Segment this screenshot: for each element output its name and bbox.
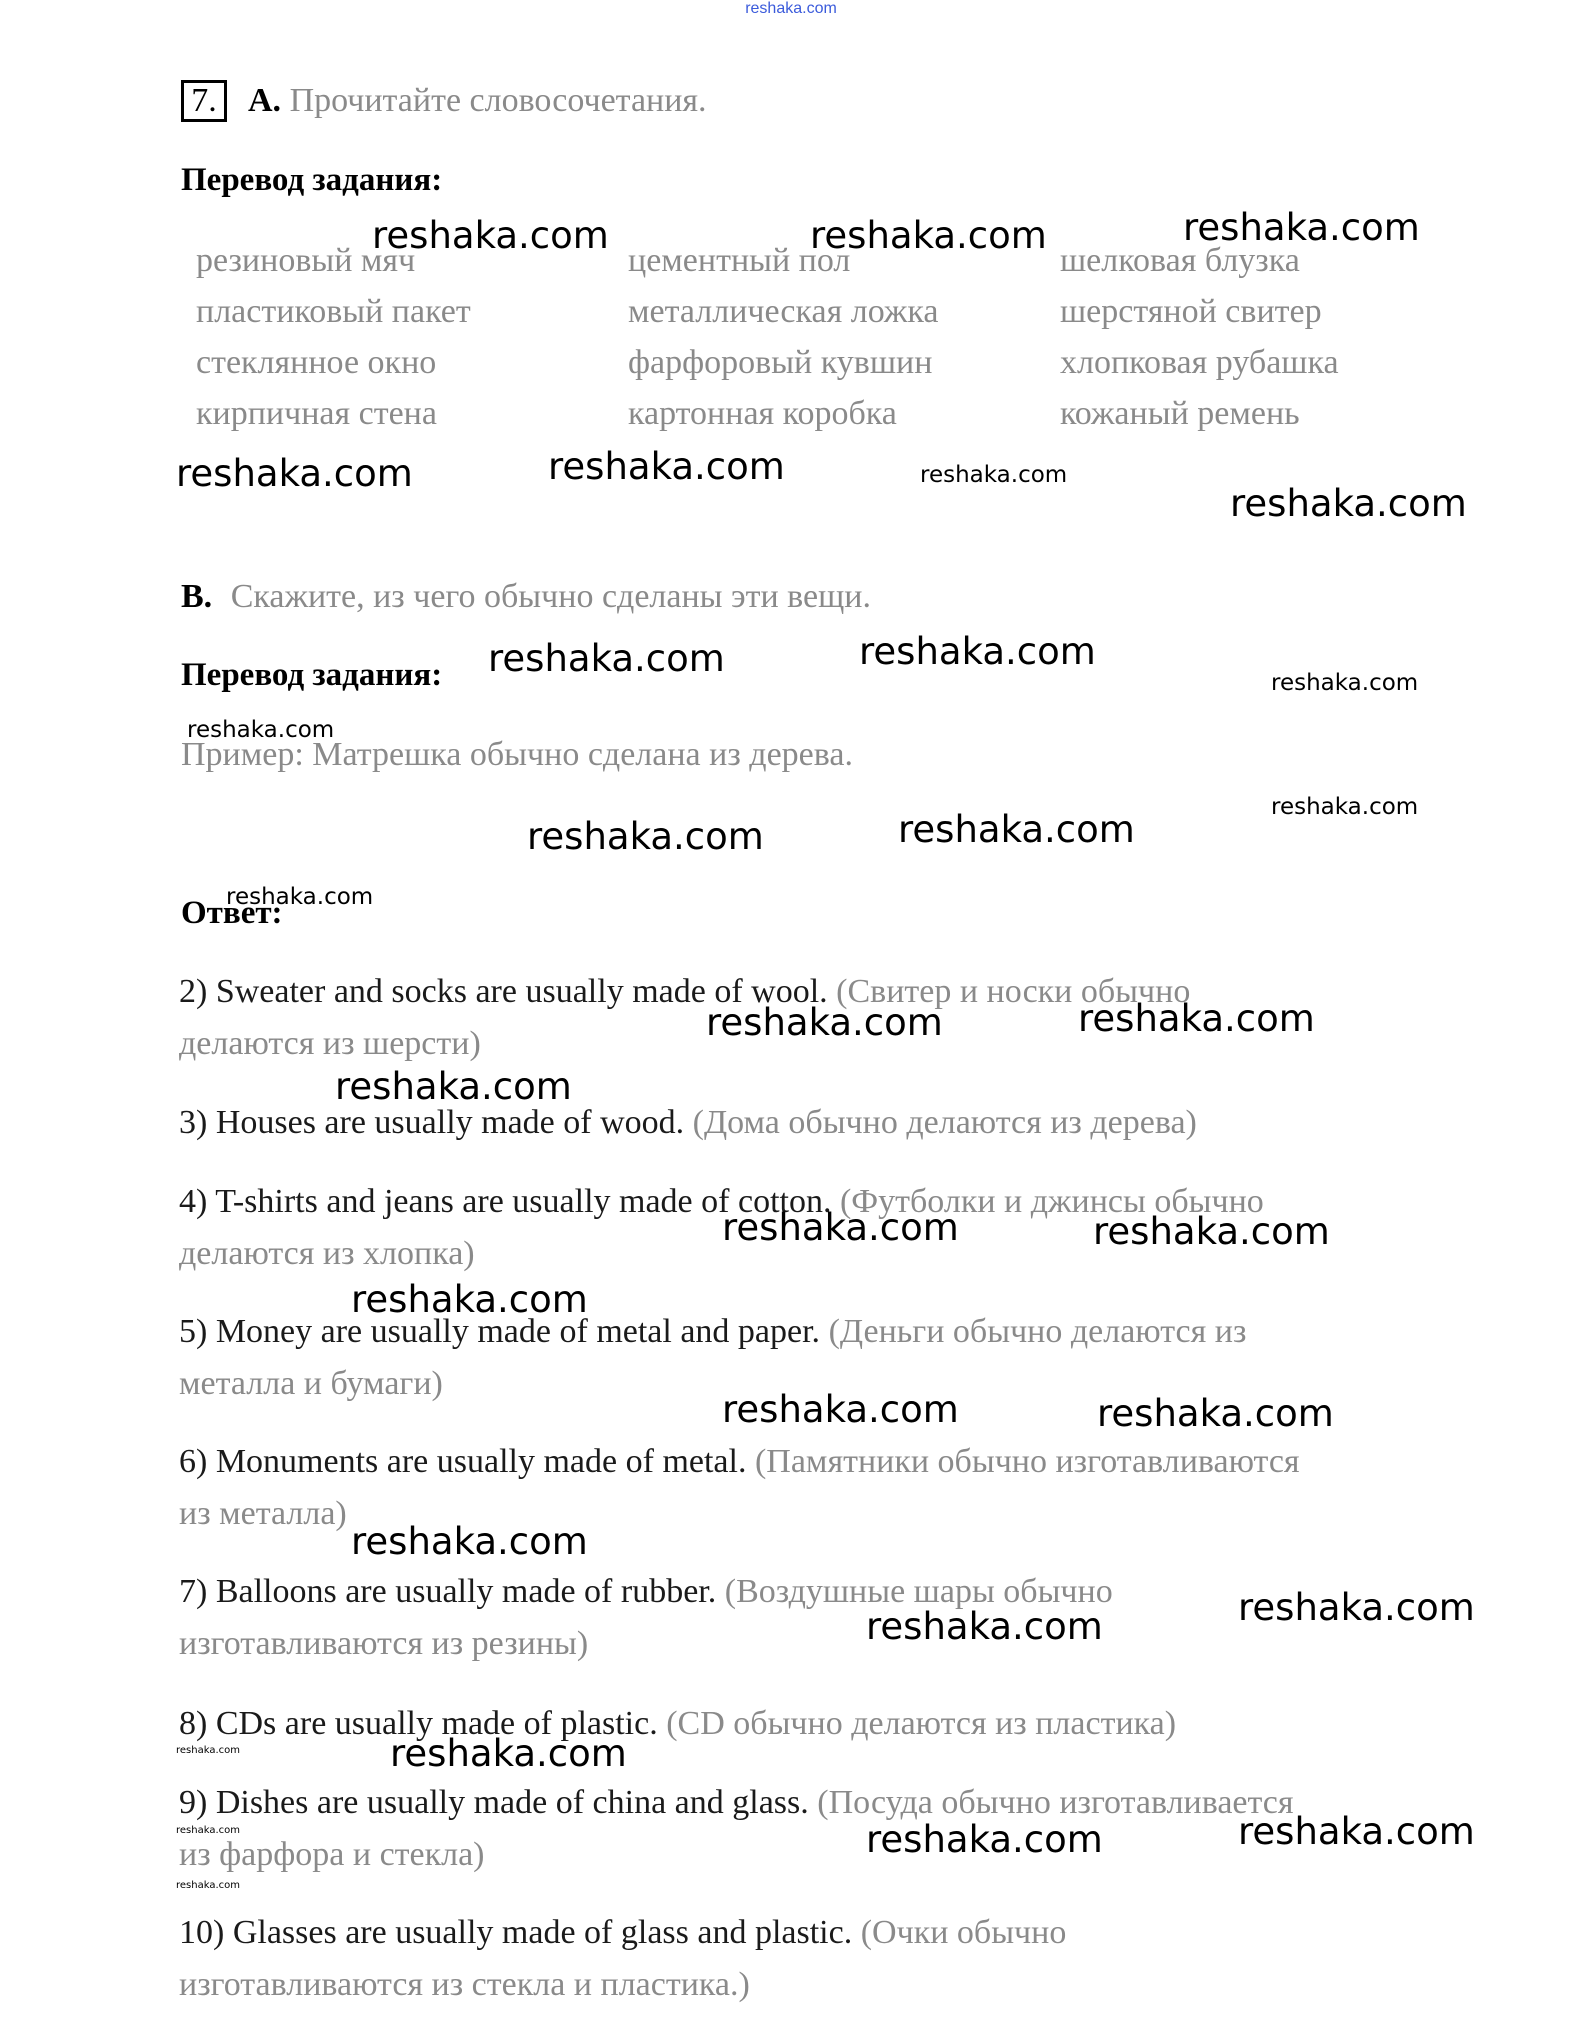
watermark: reshaka.com bbox=[187, 717, 335, 743]
watermark: reshaka.com bbox=[176, 1880, 240, 1891]
translation-heading-b: Перевод задания: bbox=[181, 657, 443, 693]
watermark: reshaka.com bbox=[1078, 997, 1315, 1040]
watermark: reshaka.com bbox=[722, 1206, 959, 1249]
answer-ru-cont: изготавливаются из резины) bbox=[179, 1625, 589, 1662]
word-item: шерстяной свитер bbox=[1060, 293, 1322, 330]
answer-ru: (Дома обычно делаются из дерева) bbox=[692, 1104, 1197, 1141]
part-b-header bbox=[181, 578, 871, 616]
answer-item bbox=[179, 966, 1190, 1070]
watermark: reshaka.com bbox=[866, 1818, 1103, 1861]
word-item: цементный пол bbox=[628, 242, 851, 279]
word-item: пластиковый пакет bbox=[196, 293, 471, 330]
answer-ru: (Воздушные шары обычно bbox=[724, 1573, 1113, 1610]
answer-item bbox=[179, 1907, 1066, 2011]
translation-heading-a: Перевод задания: bbox=[181, 162, 443, 198]
word-item: хлопковая рубашка bbox=[1060, 344, 1339, 381]
answer-en: 6) Monuments are usually made of metal. bbox=[179, 1443, 747, 1480]
watermark: reshaka.com bbox=[1183, 206, 1420, 249]
answer-ru: (Свитер и носки обычно bbox=[836, 973, 1191, 1010]
watermark: reshaka.com bbox=[1097, 1392, 1334, 1435]
watermark: reshaka.com bbox=[722, 1388, 959, 1431]
answer-item bbox=[179, 1097, 1197, 1149]
answer-ru: (Очки обычно bbox=[860, 1914, 1067, 1951]
answer-en: 2) Sweater and socks are usually made of wool. bbox=[179, 973, 828, 1010]
answer-item bbox=[179, 1777, 1294, 1881]
part-b-letter: B. bbox=[181, 578, 213, 615]
example-text: Пример: Матрешка обычно сделана из дерева. bbox=[181, 736, 853, 773]
answer-ru-cont: из металла) bbox=[179, 1495, 347, 1532]
watermark: reshaka.com bbox=[1238, 1586, 1475, 1629]
watermark: reshaka.com bbox=[1238, 1810, 1475, 1853]
watermark: reshaka.com bbox=[176, 1825, 240, 1836]
part-a-letter: A. bbox=[248, 82, 282, 119]
part-b-text: Скажите, из чего обычно сделаны эти вещи. bbox=[230, 578, 871, 615]
watermark: reshaka.com bbox=[898, 808, 1135, 851]
answer-ru: (Посуда обычно изготавливается bbox=[817, 1784, 1294, 1821]
answer-ru: (Памятники обычно изготавливаются bbox=[754, 1443, 1300, 1480]
watermark: reshaka.com bbox=[351, 1278, 588, 1321]
answer-en: 10) Glasses are usually made of glass and plastic. bbox=[179, 1914, 853, 1951]
answer-en: 5) Money are usually made of metal and paper. bbox=[179, 1313, 821, 1350]
watermark: reshaka.com bbox=[226, 884, 374, 910]
watermark: reshaka.com bbox=[488, 637, 725, 680]
answer-en: 8) CDs are usually made of plastic. bbox=[179, 1705, 658, 1742]
watermark: reshaka.com bbox=[920, 462, 1068, 488]
watermark: reshaka.com bbox=[548, 445, 785, 488]
watermark: reshaka.com bbox=[372, 214, 609, 257]
answer-ru: (Футболки и джинсы обычно bbox=[839, 1183, 1264, 1220]
watermark: reshaka.com bbox=[335, 1065, 572, 1108]
word-item: резиновый мяч bbox=[196, 242, 416, 279]
watermark: reshaka.com bbox=[1271, 670, 1419, 696]
watermark: reshaka.com bbox=[176, 452, 413, 495]
exercise-number: 7. bbox=[181, 80, 227, 122]
watermark: reshaka.com bbox=[706, 1001, 943, 1044]
part-a-header bbox=[248, 82, 707, 120]
answer-item bbox=[179, 1698, 1176, 1750]
answer-heading: Ответ: bbox=[181, 895, 283, 931]
answer-ru-cont: делаются из хлопка) bbox=[179, 1235, 475, 1272]
answer-ru-cont: из фарфора и стекла) bbox=[179, 1836, 485, 1873]
watermark: reshaka.com bbox=[1271, 794, 1419, 820]
word-item: фарфоровый кувшин bbox=[628, 344, 933, 381]
answer-ru-cont: металла и бумаги) bbox=[179, 1365, 443, 1402]
answer-en: 7) Balloons are usually made of rubber. bbox=[179, 1573, 717, 1610]
word-item: кожаный ремень bbox=[1060, 395, 1300, 432]
word-item: кирпичная стена bbox=[196, 395, 437, 432]
watermark: reshaka.com bbox=[1093, 1210, 1330, 1253]
answer-ru: (CD обычно делаются из пластика) bbox=[666, 1705, 1177, 1742]
watermark: reshaka.com bbox=[859, 630, 1096, 673]
watermark: reshaka.com bbox=[1230, 482, 1467, 525]
watermark: reshaka.com bbox=[390, 1732, 627, 1775]
watermark: reshaka.com bbox=[810, 214, 1047, 257]
word-item: картонная коробка bbox=[628, 395, 897, 432]
word-item: стеклянное окно bbox=[196, 344, 437, 381]
part-a-text: Прочитайте словосочетания. bbox=[289, 82, 707, 119]
answer-en: 9) Dishes are usually made of china and glass. bbox=[179, 1784, 809, 1821]
watermark: reshaka.com bbox=[351, 1520, 588, 1563]
word-item: шелковая блузка bbox=[1060, 242, 1300, 279]
answer-ru-cont: изготавливаются из стекла и пластика.) bbox=[179, 1966, 750, 2003]
answer-ru: (Деньги обычно делаются из bbox=[828, 1313, 1247, 1350]
watermark: reshaka.com bbox=[176, 1745, 240, 1756]
answer-item bbox=[179, 1306, 1246, 1410]
watermark: reshaka.com bbox=[866, 1605, 1103, 1648]
site-link-top[interactable]: reshaka.com bbox=[745, 0, 837, 17]
answer-item bbox=[179, 1436, 1300, 1540]
answer-en: 3) Houses are usually made of wood. bbox=[179, 1104, 685, 1141]
answer-en: 4) T-shirts and jeans are usually made of cotton. bbox=[179, 1183, 832, 1220]
watermark: reshaka.com bbox=[527, 815, 764, 858]
word-item: металлическая ложка bbox=[628, 293, 939, 330]
answer-ru-cont: делаются из шерсти) bbox=[179, 1025, 481, 1062]
